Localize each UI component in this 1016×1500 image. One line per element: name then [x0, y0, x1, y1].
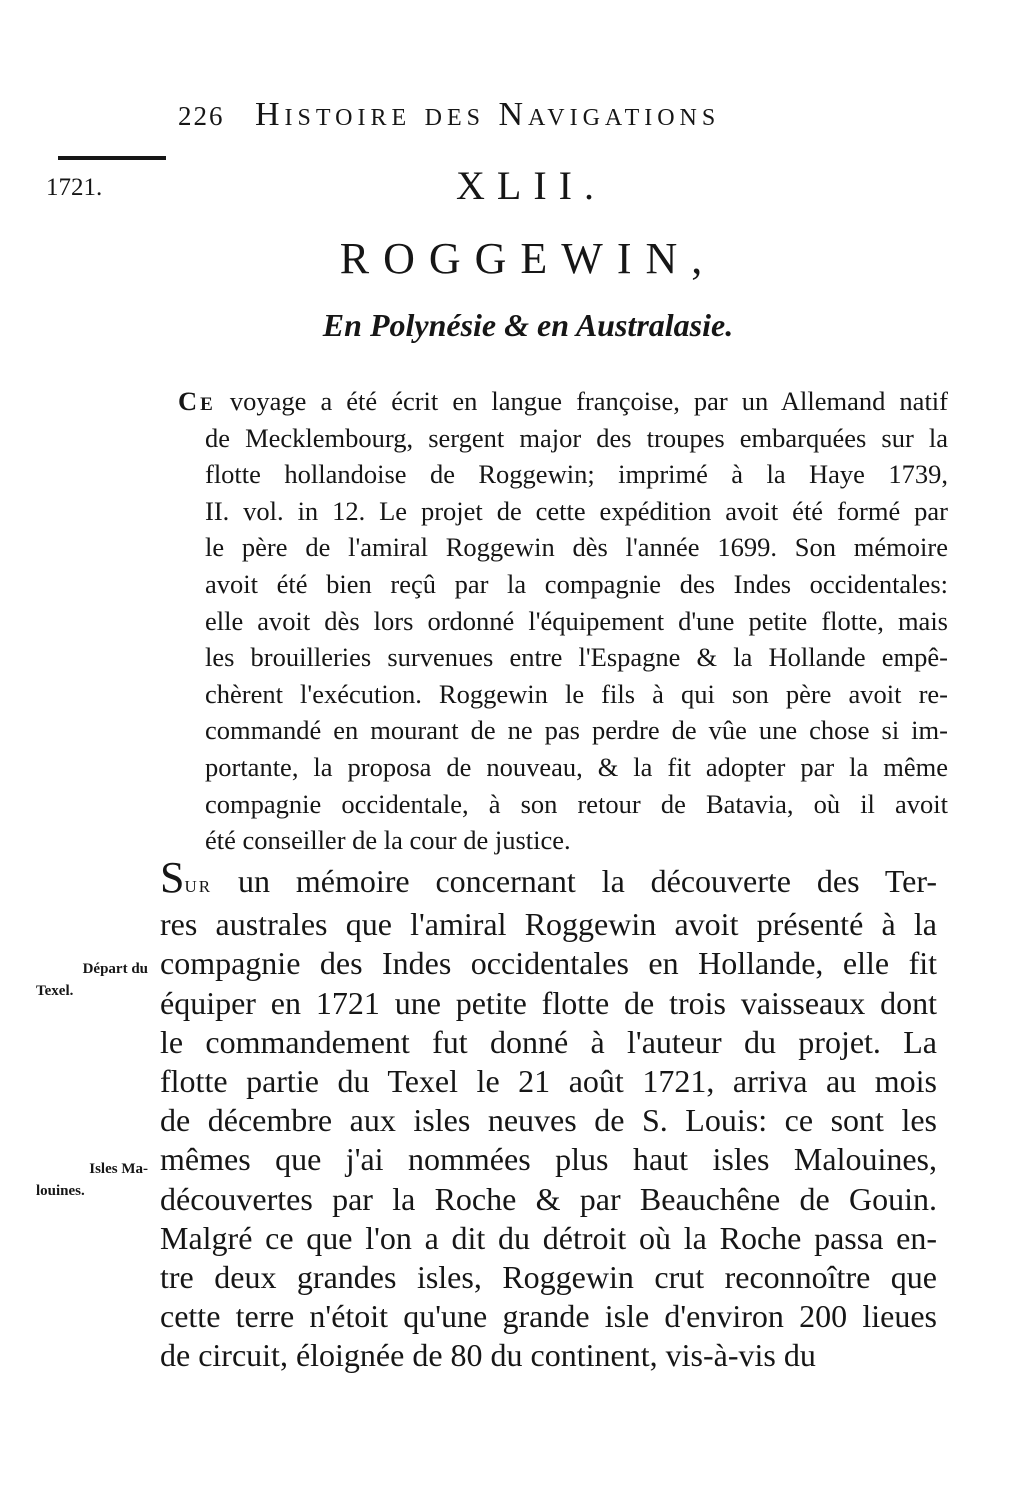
intro-line: II. vol. in 12. Le projet de cette expédition avoit été formé par — [205, 495, 948, 526]
intro-line: compagnie occidentale, à son retour de Batavia, où il avoit — [205, 788, 948, 819]
body-dropcap: S — [160, 853, 185, 902]
intro-line: Ce voyage a été écrit en langue françoise, par un Allemand natif — [178, 386, 948, 416]
running-head — [178, 96, 868, 134]
margin-note-depart — [36, 958, 148, 1002]
body-line: tre deux grandes isles, Roggewin crut reconnoître que — [160, 1259, 937, 1296]
body-line: découvertes par la Roche & par Beauchêne de Gouin. — [160, 1180, 937, 1217]
body-line: cette terre n'étoit qu'une grande isle d'environ 200 lieues — [160, 1298, 937, 1335]
intro-line: commandé en mourant de ne pas perdre de vûe une chose si im- — [205, 715, 948, 746]
body-line: res australes que l'amiral Roggewin avoit présenté à la — [160, 906, 937, 943]
intro-line: le père de l'amiral Roggewin dès l'année 1699. Son mémoire — [205, 532, 948, 563]
intro-line: été conseiller de la cour de justice. — [205, 825, 571, 856]
intro-line: de Mecklembourg, sergent major des troupes embarquées sur la — [205, 422, 948, 453]
body-line: mêmes que j'ai nommées plus haut isles Malouines, — [160, 1141, 937, 1178]
body-line: de décembre aux isles neuves de S. Louis: ce sont les — [160, 1102, 937, 1139]
intro-line: portante, la proposa de nouveau, & la fit adopter par la même — [205, 751, 948, 782]
margin-rule — [58, 156, 166, 160]
running-head-title: Histoire des Navigations — [255, 96, 721, 133]
intro-line: chèrent l'exécution. Roggewin le fils à qui son père avoit re- — [205, 678, 948, 709]
body-line: compagnie des Indes occidentales en Hollande, elle fit — [160, 945, 937, 982]
margin-note-line: Texel. — [36, 983, 74, 999]
intro-line: elle avoit dès lors ordonné l'équipement d'une petite flotte, mais — [205, 605, 948, 636]
body-paragraph — [160, 853, 938, 1376]
intro-line: flotte hollandoise de Roggewin; imprimé à la Haye 1739, — [205, 459, 948, 490]
body-line: de circuit, éloignée de 80 du continent, vis-à-vis du — [160, 1337, 816, 1374]
body-line: flotte partie du Texel le 21 août 1721, arriva au mois — [160, 1063, 937, 1100]
body-line: équiper en 1721 une petite flotte de trois vaisseaux dont — [160, 984, 937, 1021]
intro-line: avoit été bien reçû par la compagnie des Indes occidentales: — [205, 568, 948, 599]
intro-line: les brouilleries survenues entre l'Espagne & la Hollande empê- — [205, 642, 948, 673]
body-line: Malgré ce que l'on a dit du détroit où la Roche passa en- — [160, 1219, 937, 1256]
intro-paragraph — [178, 383, 948, 859]
margin-note-line: Isles Ma- — [89, 1161, 148, 1177]
chapter-title: ROGGEWIN, — [339, 234, 717, 283]
margin-note-line: Départ du — [82, 961, 148, 977]
margin-year: 1721. — [46, 174, 103, 201]
chapter-number: XLII. — [456, 163, 606, 208]
body-dropcap-rest: ur — [184, 872, 213, 898]
intro-dropcap: Ce — [178, 386, 216, 416]
chapter-subtitle: En Polynésie & en Australasie. — [322, 307, 734, 343]
margin-note-line: louines. — [36, 1183, 85, 1199]
margin-note-isles — [36, 1158, 148, 1202]
body-line: Sur un mémoire concernant la découverte des Ter- — [160, 853, 938, 902]
page-number: 226 — [178, 101, 225, 131]
body-line: le commandement fut donné à l'auteur du projet. La — [160, 1023, 937, 1060]
